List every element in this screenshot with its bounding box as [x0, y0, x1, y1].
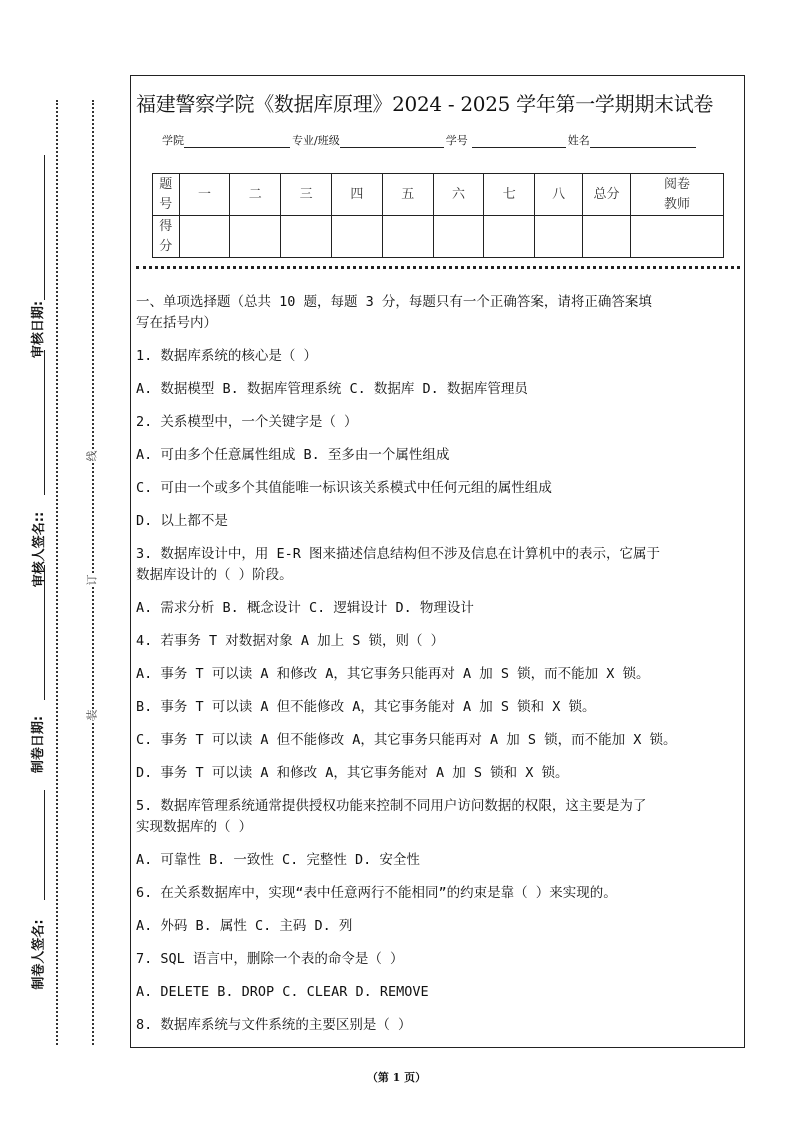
score-cell[interactable] [179, 216, 230, 258]
student-info-line [162, 132, 698, 148]
question-paragraph [136, 949, 746, 970]
review-date-label: 审核日期: [31, 300, 47, 359]
question-line: A. DELETE B. DROP C. CLEAR D. REMOVE [136, 984, 429, 1000]
page-number: （第 1 页） [366, 1071, 427, 1084]
dotted-divider [136, 266, 740, 269]
question-line: 6. 在关系数据库中，实现“表中任意两行不能相同”的约束是靠（ ）来实现的。 [136, 885, 617, 901]
question-paragraph [136, 664, 746, 685]
question-paragraph [136, 916, 746, 937]
name-field[interactable] [590, 135, 696, 148]
score-cell[interactable] [230, 216, 281, 258]
question-line: 8. 数据库系统与文件系统的主要区别是（ ） [136, 1017, 412, 1033]
question-line: 数据库设计的（ ）阶段。 [136, 567, 293, 583]
question-line: A. 数据模型 B. 数据库管理系统 C. 数据库 D. 数据库管理员 [136, 381, 528, 397]
college-label: 学院 [162, 134, 184, 147]
question-line: 实现数据库的（ ） [136, 819, 253, 835]
question-paragraph [136, 379, 746, 400]
score-header-text: 题号 [159, 176, 173, 212]
question-paragraph [136, 412, 746, 433]
question-paragraph [136, 883, 746, 904]
exam-title: 福建警察学院《数据库原理》2024 - 2025 学年第一学期期末试卷 [136, 92, 714, 116]
question-line: B. 事务 T 可以读 A 但不能修改 A，其它事务能对 A 加 S 锁和 X 锁。 [136, 699, 596, 715]
question-paragraph [136, 631, 746, 652]
score-header-cell: 三 [281, 174, 332, 216]
score-header-cell: 总分 [583, 174, 631, 216]
maker-label: 制卷人签名: [31, 919, 47, 990]
question-line: 4. 若事务 T 对数据对象 A 加上 S 锁，则（ ） [136, 633, 445, 649]
question-paragraph [136, 478, 746, 499]
question-line: 5. 数据库管理系统通常提供授权功能来控制不同用户访问数据的权限，这主要是为了 [136, 798, 647, 814]
question-line: A. 外码 B. 属性 C. 主码 D. 列 [136, 918, 353, 934]
score-cell[interactable] [583, 216, 631, 258]
score-header-cell: 七 [484, 174, 535, 216]
question-paragraph [136, 544, 746, 586]
question-line: D. 以上都不是 [136, 513, 228, 529]
score-cell[interactable] [332, 216, 383, 258]
question-line: C. 可由一个或多个其值能唯一标识该关系模式中任何元组的属性组成 [136, 480, 552, 496]
question-paragraph [136, 292, 746, 334]
question-line: C. 事务 T 可以读 A 但不能修改 A，其它事务只能再对 A 加 S 锁，而不能加 X 锁。 [136, 732, 677, 748]
fold-char: 装 [85, 709, 99, 721]
score-cell[interactable] [281, 216, 332, 258]
make-date-label: 制卷日期: [31, 715, 47, 774]
score-cell[interactable] [535, 216, 583, 258]
binding-line-inner [92, 100, 94, 1045]
score-header-cell [630, 174, 723, 216]
question-paragraph [136, 730, 746, 751]
score-header-cell: 五 [382, 174, 433, 216]
college-field[interactable] [184, 135, 290, 148]
binding-line-outer [56, 100, 58, 1045]
score-header-cell: 二 [230, 174, 281, 216]
question-line: 写在括号内） [136, 315, 217, 331]
major-label: 专业/班级 [292, 134, 340, 147]
review-date-field[interactable] [44, 155, 45, 300]
score-table-row [153, 216, 724, 258]
score-header-cell: 六 [433, 174, 484, 216]
score-header-cell: 八 [535, 174, 583, 216]
question-line: A. 可靠性 B. 一致性 C. 完整性 D. 安全性 [136, 852, 420, 868]
score-row-label: 得分 [159, 218, 173, 254]
question-paragraph [136, 796, 746, 838]
student-id-field[interactable] [472, 135, 566, 148]
name-label: 姓名 [567, 134, 590, 147]
question-paragraph [136, 445, 746, 466]
score-header-cell: 四 [332, 174, 383, 216]
question-paragraph [136, 598, 746, 619]
line-char: 线 [85, 450, 99, 462]
questions-section [136, 292, 746, 1048]
question-line: 一、单项选择题（总共 10 题，每题 3 分，每题只有一个正确答案，请将正确答案填 [136, 294, 652, 310]
reviewer-field[interactable] [44, 350, 45, 495]
question-line: 2. 关系模型中，一个关键字是（ ） [136, 414, 358, 430]
score-cell[interactable] [484, 216, 535, 258]
question-line: A. 事务 T 可以读 A 和修改 A，其它事务只能再对 A 加 S 锁，而不能加 X 锁。 [136, 666, 650, 682]
score-header-cell [153, 174, 180, 216]
question-line: A. 需求分析 B. 概念设计 C. 逻辑设计 D. 物理设计 [136, 600, 474, 616]
question-line: D. 事务 T 可以读 A 和修改 A，其它事务能对 A 加 S 锁和 X 锁。 [136, 765, 569, 781]
major-field[interactable] [340, 135, 444, 148]
question-paragraph [136, 763, 746, 784]
question-paragraph [136, 1015, 746, 1036]
score-table [152, 173, 724, 258]
question-line: A. 可由多个任意属性组成 B. 至多由一个属性组成 [136, 447, 450, 463]
question-paragraph [136, 511, 746, 532]
score-cell[interactable] [433, 216, 484, 258]
maker-field[interactable] [44, 790, 45, 900]
question-paragraph [136, 697, 746, 718]
bind-char: 订 [85, 574, 99, 586]
question-paragraph [136, 346, 746, 367]
question-line: 7. SQL 语言中，删除一个表的命令是（ ） [136, 951, 404, 967]
score-cell[interactable] [630, 216, 723, 258]
score-row-label-cell [153, 216, 180, 258]
question-line: 1. 数据库系统的核心是（ ） [136, 348, 318, 364]
score-header-cell: 一 [179, 174, 230, 216]
score-header-text: 阅卷教师 [663, 176, 690, 212]
student-id-label: 学号 [445, 134, 468, 147]
reviewer-label: 审核人签名:: [32, 511, 48, 588]
question-paragraph [136, 850, 746, 871]
score-cell[interactable] [382, 216, 433, 258]
score-table-header [153, 174, 724, 216]
question-line: 3. 数据库设计中，用 E-R 图来描述信息结构但不涉及信息在计算机中的表示，它属于 [136, 546, 661, 562]
question-paragraph [136, 982, 746, 1003]
